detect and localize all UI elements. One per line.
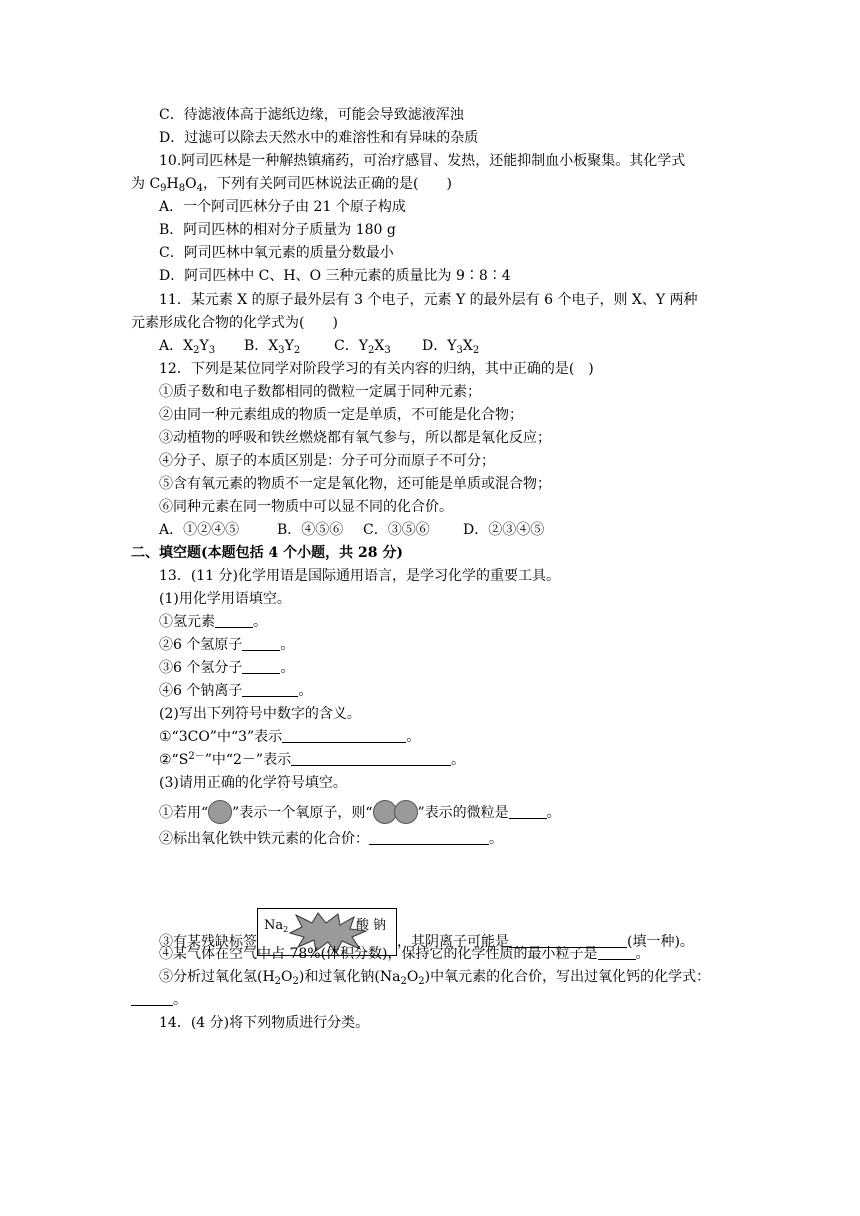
end-mark: 。	[635, 946, 650, 962]
q13-part3-item4	[159, 944, 650, 964]
formula-element: O	[185, 176, 197, 192]
q13-part2-item1	[159, 727, 420, 747]
item-text: ②标出氧化铁中铁元素的化合价：	[159, 831, 369, 847]
end-mark: 。	[173, 992, 187, 1008]
formula-sub: 3	[208, 345, 216, 356]
option-text: B．X	[244, 338, 279, 354]
answer-blank[interactable]	[282, 728, 406, 743]
end-mark: 。	[451, 752, 466, 768]
item-text: ，其阴离子可能是	[397, 934, 509, 950]
formula-sub: 2	[293, 345, 301, 356]
q13-part2-title: (2)写出下列符号中数字的含义。	[159, 706, 361, 722]
q13-part1-item3	[159, 658, 294, 678]
formula-sub: 3	[456, 345, 463, 356]
q12-item-3: ③动植物的呼吸和铁丝燃烧都有氧气参与，所以都是氧化反应；	[159, 430, 551, 446]
end-mark: 。	[406, 729, 421, 745]
q12-item-4: ④分子、原子的本质区别是：分子可分而原子不可分；	[159, 453, 495, 469]
item-text: ”表示的微粒是	[417, 805, 509, 821]
answer-blank[interactable]	[131, 991, 173, 1006]
answer-blank[interactable]	[369, 830, 489, 845]
formula-element: Y	[284, 338, 294, 354]
option-text: A．X	[159, 338, 194, 354]
q10-stem-text: ，下列有关阿司匹林说法正确的是( )	[203, 176, 452, 192]
formula-sub: 4	[196, 183, 203, 194]
item-text: O	[281, 969, 293, 985]
q11-stem-line1: 11．某元素 X 的原子最外层有 3 个电子，元素 Y 的最外层有 6 个电子，则 X、Y 两种	[159, 292, 698, 308]
item-text: (填一种)。	[627, 934, 694, 950]
item-text: ③有某残缺标签	[159, 934, 257, 950]
item-text: O	[406, 969, 419, 985]
formula-sub: 2	[292, 976, 299, 987]
item-text: ⑤分析过氧化氢(H	[159, 969, 275, 985]
answer-blank[interactable]	[242, 682, 298, 697]
q11-option-b	[244, 336, 334, 356]
q13-part3-item1	[159, 800, 561, 824]
q9-option-d: D．过滤可以除去天然水中的难溶性和有异味的杂质	[159, 130, 479, 146]
item-text: ”表示一个氧原子，则“	[232, 805, 373, 821]
formula-element: H	[166, 176, 179, 192]
formula-sub: 3	[384, 345, 391, 356]
q11-option-d	[422, 338, 479, 354]
label-sub: 2	[283, 925, 289, 934]
item-text: ①“3CO”中“3”表示	[159, 729, 283, 745]
end-mark: 。	[280, 660, 295, 676]
q12-option-c: C．③⑤⑥	[363, 522, 430, 538]
q12-item-5: ⑤含有氧元素的物质不一定是氧化物，还可能是单质或混合物；	[159, 476, 551, 492]
formula-sub: 9	[160, 183, 167, 194]
end-mark: 。	[253, 614, 267, 630]
item-text: )中氧元素的化合价，写出过氧化钙的化学式：	[424, 969, 711, 985]
q10-stem-line2	[131, 174, 452, 194]
q13-stem: 13．(11 分)化学用语是国际通用语言，是学习化学的重要工具。	[159, 568, 561, 584]
q11-option-c	[334, 336, 422, 356]
ion-charge: 2－	[188, 751, 205, 762]
q14-stem: 14．(4 分)将下列物质进行分类。	[159, 1015, 370, 1031]
item-text: ③6 个氢分子	[159, 660, 243, 676]
label-element: Na	[264, 918, 284, 933]
formula-sub: 3	[278, 345, 285, 356]
q13-part3-item5-answer	[131, 990, 187, 1010]
q13-part1-title: (1)用化学用语填空。	[159, 591, 291, 607]
formula-element: Y	[199, 338, 209, 354]
q13-part1-item4	[159, 681, 312, 701]
item-text: ①氢元素	[159, 614, 215, 630]
q10-stem-text: 为 C	[131, 176, 161, 192]
oxygen-atom-icon	[373, 800, 397, 824]
answer-blank[interactable]	[242, 636, 280, 651]
option-text: D．Y	[422, 338, 457, 354]
q10-option-d: D．阿司匹林中 C、H、O 三种元素的质量比为 9∶8∶4	[159, 268, 511, 284]
formula-sub: 2	[400, 976, 407, 987]
item-text: )和过氧化钠(Na	[298, 969, 401, 985]
formula-sub: 2	[367, 345, 375, 356]
item-text: ④6 个钠离子	[159, 683, 243, 699]
answer-blank[interactable]	[509, 804, 547, 819]
formula-sub: 2	[274, 976, 282, 987]
formula-sub: 2	[193, 345, 200, 356]
q11-option-a	[159, 336, 244, 356]
item-text: ②6 个氢原子	[159, 637, 243, 653]
answer-blank[interactable]	[291, 751, 451, 766]
q13-part3-title: (3)请用正确的化学符号填空。	[159, 775, 347, 791]
q10-option-c: C．阿司匹林中氧元素的质量分数最小	[159, 245, 394, 261]
item-text: ④某气体在空气中占 78%(体积分数)，保持它的化学性质的最小粒子是	[159, 946, 598, 962]
q13-part1-item2	[159, 635, 294, 655]
formula-sub: 2	[418, 976, 425, 987]
q12-option-b: B．④⑤⑥	[277, 522, 344, 538]
q12-option-d: D．②③④⑤	[463, 522, 545, 538]
q10-option-b: B．阿司匹林的相对分子质量为 180 g	[159, 222, 396, 238]
q10-option-a: A．一个阿司匹林分子由 21 个原子构成	[159, 199, 406, 215]
q11-stem-line2: 元素形成化合物的化学式为( )	[131, 315, 338, 331]
end-mark: 。	[489, 831, 503, 847]
end-mark: 。	[546, 805, 561, 821]
q12-options	[159, 520, 544, 540]
oxygen-atom-icon	[394, 800, 418, 824]
q12-option-a: A．①②④⑤	[159, 522, 240, 538]
label-na-text	[264, 916, 288, 936]
q9-option-c: C．待滤液体高于滤纸边缘，可能会导致滤液浑浊	[159, 107, 464, 123]
formula-sub: 8	[178, 183, 186, 194]
label-suan-text: 酸钠	[355, 918, 390, 933]
end-mark: 。	[280, 637, 295, 653]
answer-blank[interactable]	[242, 659, 280, 674]
q12-item-1: ①质子数和电子数都相同的微粒一定属于同种元素；	[159, 384, 481, 400]
answer-blank[interactable]	[215, 613, 253, 628]
option-text: C．Y	[334, 338, 368, 354]
item-text: ”中“2－”表示	[204, 752, 292, 768]
formula-element: X	[374, 338, 385, 354]
q10-stem-line1: 10.阿司匹林是一种解热镇痛药，可治疗感冒、发热，还能抑制血小板聚集。其化学式	[159, 153, 686, 169]
item-text: ①若用“	[159, 805, 209, 821]
end-mark: 。	[298, 683, 313, 699]
q12-stem: 12．下列是某位同学对阶段学习的有关内容的归纳，其中正确的是( )	[159, 361, 594, 377]
formula-sub: 2	[472, 345, 480, 356]
q12-item-2: ②由同一种元素组成的物质一定是单质，不可能是化合物；	[159, 407, 523, 423]
q11-options	[159, 336, 479, 356]
q12-item-6: ⑥同种元素在同一物质中可以显不同的化合价。	[159, 499, 453, 515]
item-text: ②“S	[159, 752, 189, 768]
oxygen-atom-icon	[208, 800, 232, 824]
q13-part3-item2	[159, 829, 503, 849]
answer-blank[interactable]	[598, 945, 636, 960]
q13-part2-item2	[159, 750, 465, 770]
section-title: 二、填空题(本题包括 4 个小题，共 28 分)	[131, 545, 403, 561]
formula-element: X	[462, 338, 473, 354]
q13-part3-item5	[159, 967, 710, 987]
q13-part1-item1	[159, 612, 267, 632]
